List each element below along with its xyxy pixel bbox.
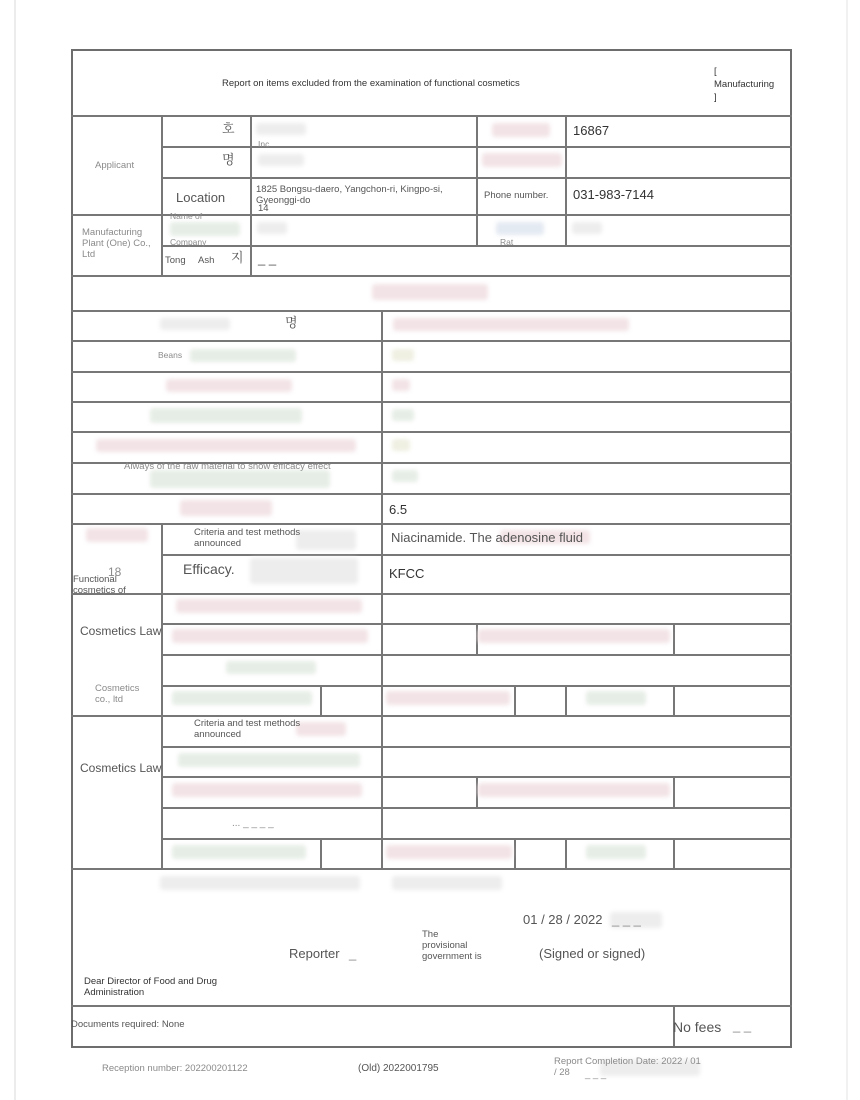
redacted-text <box>160 876 360 890</box>
rule <box>71 715 792 717</box>
redacted-text <box>166 379 292 392</box>
rule <box>250 115 252 276</box>
redacted-text <box>478 629 670 643</box>
product-name-glyph: 명 <box>285 316 298 331</box>
redacted-text <box>496 222 544 235</box>
redacted-text <box>178 753 360 767</box>
plant-fragment-company: Company <box>170 237 207 247</box>
redacted-text <box>180 500 272 516</box>
postal-code: 16867 <box>573 123 610 138</box>
law-label-1: Cosmetics Law <box>80 624 162 638</box>
redacted-text <box>386 845 512 859</box>
rule <box>476 115 478 245</box>
criteria-label: Criteria and test methods announced <box>194 527 301 549</box>
applicant-section-label: Applicant <box>95 160 135 171</box>
redacted-text <box>160 318 230 330</box>
rule <box>161 523 163 868</box>
redacted-text <box>150 408 302 423</box>
redacted-text <box>172 629 368 643</box>
redacted-text <box>190 349 296 362</box>
applicant-glyph-1: 호 <box>222 122 235 137</box>
functional-section-label: Functional cosmetics of <box>73 574 126 596</box>
side-label-close: ] <box>714 92 717 103</box>
plant-glyph: 지 <box>231 251 244 266</box>
criteria-value: Niacinamide. The adenosine fluid <box>391 530 583 545</box>
rule <box>161 685 792 687</box>
redacted-text <box>393 318 629 331</box>
redacted-text <box>250 558 358 584</box>
redacted-text <box>586 845 646 859</box>
applicant-glyph-2: 명 <box>222 153 235 168</box>
plant-ash: Ash <box>198 255 215 266</box>
rule <box>673 623 675 654</box>
plant-section-label: Manufacturing Plant (One) Co., Ltd <box>82 227 151 260</box>
rule <box>71 868 792 870</box>
redacted-text <box>586 691 646 705</box>
rule <box>161 807 792 809</box>
law-label-2: Cosmetics Law <box>80 761 162 775</box>
rule <box>71 310 792 312</box>
redacted-text <box>392 409 414 421</box>
rule <box>161 554 792 556</box>
rule <box>673 776 675 807</box>
reception-number: Reception number: 202200201122 <box>102 1063 248 1074</box>
rule <box>161 115 163 276</box>
phone-label: Phone number. <box>484 190 549 201</box>
side-label: Manufacturing <box>714 79 775 90</box>
efficacy-label: Efficacy. <box>183 561 235 577</box>
redacted-text <box>172 845 306 859</box>
rule <box>320 685 322 715</box>
rule <box>514 838 516 868</box>
reporter-label: Reporter <box>289 946 340 961</box>
completion-tail: _ _ _ <box>585 1069 607 1080</box>
phone-number: 031-983-7144 <box>573 187 654 202</box>
rule <box>161 838 792 840</box>
criteria-label-2: Criteria and test methods announced <box>194 718 301 740</box>
company-label: Cosmetics co., ltd <box>95 683 140 705</box>
redacted-text <box>172 783 362 797</box>
rule <box>320 838 322 868</box>
rule <box>71 493 792 495</box>
rule <box>71 431 792 433</box>
fees-label: No fees <box>673 1019 722 1035</box>
redacted-text <box>96 439 356 452</box>
report-title: Report on items excluded from the examination of functional cosmetics <box>222 78 520 89</box>
side-label-open: [ <box>714 66 717 77</box>
rule <box>71 593 792 595</box>
rule <box>71 401 792 403</box>
redacted-text <box>392 470 418 482</box>
rule <box>161 245 792 247</box>
rule <box>71 275 792 277</box>
plant-value: _ _ <box>258 251 277 266</box>
redacted-text <box>176 599 362 613</box>
rule <box>381 310 383 868</box>
old-number: (Old) 2022001795 <box>358 1063 439 1074</box>
addressee: Dear Director of Food and Drug Administration <box>84 976 218 998</box>
raw-material-note: Always of the raw material to show efficacy effect <box>124 461 331 472</box>
rule <box>673 685 675 715</box>
provisional-text: The provisional government is <box>422 929 482 962</box>
applicant-fragment: Inc <box>258 139 270 149</box>
redacted-text <box>86 528 148 542</box>
rule <box>565 838 567 868</box>
rule <box>673 838 675 868</box>
redacted-text <box>392 349 414 361</box>
efficacy-value: KFCC <box>389 566 425 581</box>
address: 1825 Bongsu-daero, Yangchon-ri, Kingpo-si, Gyeonggi-do <box>256 184 443 206</box>
report-date: 01 / 28 / 2022 <box>523 912 603 927</box>
completion-date: Report Completion Date: 2022 / 01 / 28 <box>554 1056 701 1078</box>
documents-required: Documents required: None <box>71 1019 185 1030</box>
redacted-text <box>372 284 488 300</box>
beans-label: Beans <box>158 350 183 360</box>
page-edge-right <box>846 0 848 1100</box>
ph-value: 6.5 <box>389 502 408 517</box>
address-number: 14 <box>258 203 269 214</box>
rule <box>161 654 792 656</box>
rule <box>161 746 792 748</box>
rule <box>514 685 516 715</box>
reporter-blank: _ <box>349 946 357 961</box>
dash-text: ... _ _ _ _ <box>232 818 274 829</box>
rule <box>71 523 792 525</box>
redacted-text <box>226 661 316 674</box>
fees-blank: _ _ <box>733 1018 752 1033</box>
redacted-text <box>170 222 240 236</box>
plant-fragment-ratio: Rat <box>500 237 514 247</box>
redacted-text <box>258 154 304 166</box>
plant-tong: Tong <box>165 255 186 266</box>
location-label: Location <box>176 190 226 205</box>
redacted-text <box>572 222 602 234</box>
redacted-text <box>392 439 410 451</box>
rule <box>71 371 792 373</box>
redacted-text <box>392 876 502 890</box>
redacted-text <box>172 691 312 705</box>
redacted-text <box>478 783 670 797</box>
signed-label: (Signed or signed) <box>539 946 646 961</box>
redacted-text <box>257 222 287 234</box>
functional-number: 18 <box>108 565 122 579</box>
report-date-tail: _ _ _ <box>612 912 641 927</box>
page-edge-left <box>14 0 16 1100</box>
rule <box>565 685 567 715</box>
redacted-text <box>492 123 550 137</box>
redacted-text <box>482 153 562 167</box>
redacted-text <box>256 123 306 135</box>
rule <box>71 115 792 117</box>
redacted-text <box>386 691 510 705</box>
redacted-text <box>392 379 410 391</box>
plant-fragment-name: Name of <box>170 211 203 221</box>
rule <box>71 340 792 342</box>
rule <box>565 115 567 245</box>
rule <box>71 1005 792 1007</box>
